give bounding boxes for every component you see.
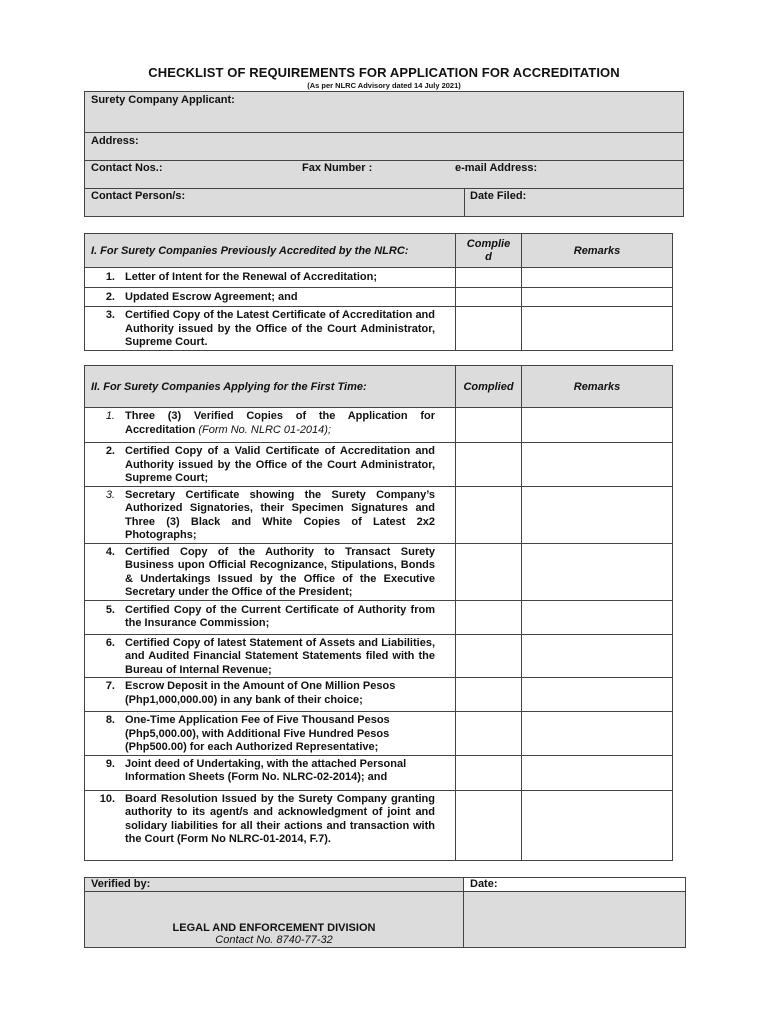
- complied-cell[interactable]: [456, 790, 522, 860]
- page-title: CHECKLIST OF REQUIREMENTS FOR APPLICATION FOR ACCREDITATION: [148, 65, 620, 80]
- division-name: LEGAL AND ENFORCEMENT DIVISION: [172, 922, 376, 934]
- remarks-cell[interactable]: [522, 543, 673, 600]
- table-row: 5. Certified Copy of the Current Certificate of Authority from the Insurance Commission;: [85, 600, 673, 634]
- applicant-info-box: [84, 91, 684, 217]
- remarks-cell[interactable]: [522, 712, 673, 756]
- section1-complied-header: Complie d: [456, 234, 522, 268]
- remarks-cell[interactable]: [522, 790, 673, 860]
- complied-cell[interactable]: [456, 712, 522, 756]
- complied-cell[interactable]: [456, 307, 522, 351]
- remarks-cell[interactable]: [522, 486, 673, 543]
- complied-cell[interactable]: [456, 755, 522, 790]
- complied-cell[interactable]: [456, 543, 522, 600]
- complied-cell[interactable]: [456, 443, 522, 487]
- complied-cell[interactable]: [456, 486, 522, 543]
- complied-cell[interactable]: [456, 600, 522, 634]
- person-label: Contact Person/s:: [91, 190, 186, 202]
- division-contact: Contact No. 8740-77-32: [215, 934, 333, 946]
- complied-cell[interactable]: [456, 678, 522, 712]
- date-label: Date:: [464, 878, 686, 892]
- section2-heading: II. For Surety Companies Applying for the First Time:: [85, 366, 456, 408]
- remarks-cell[interactable]: [522, 755, 673, 790]
- remarks-cell[interactable]: [522, 408, 673, 443]
- section2-table: [84, 365, 673, 861]
- remarks-cell[interactable]: [522, 600, 673, 634]
- contact-label: Contact Nos.:: [91, 162, 163, 174]
- company-label: Surety Company Applicant:: [91, 94, 235, 106]
- table-row: 3. Certified Copy of the Latest Certificate of Accreditation and Authority issued by the Office of the Court Administrator, Supreme Court.: [85, 307, 673, 351]
- verification-table: [84, 877, 686, 948]
- complied-cell[interactable]: [456, 634, 522, 678]
- section1-table: [84, 233, 673, 351]
- section1-heading: I. For Surety Companies Previously Accredited by the NLRC:: [85, 234, 456, 268]
- table-row: 8. One-Time Application Fee of Five Thousand Pesos (Php5,000.00), with Additional Five Hundred Pesos (Php500.00) for each Authorized Representative;: [85, 712, 673, 756]
- table-row: 4. Certified Copy of the Authority to Transact Surety Business upon Official Recognizance, Stipulations, Bonds & Undertakings Issued by the Office of the Executive Secretary under the Office of the President;: [85, 543, 673, 600]
- complied-cell[interactable]: [456, 288, 522, 307]
- table-row: 2. Certified Copy of a Valid Certificate of Accreditation and Authority issued by the Office of the Court Administrator, Supreme Court;: [85, 443, 673, 487]
- remarks-cell[interactable]: [522, 307, 673, 351]
- date-filed-label: Date Filed:: [470, 190, 527, 202]
- table-row: 1. Letter of Intent for the Renewal of Accreditation;: [85, 268, 673, 288]
- complied-cell[interactable]: [456, 408, 522, 443]
- table-row: 10. Board Resolution Issued by the Surety Company granting authority to its agent/s and acknowledgment of joint and solidary liabilities for all their actions and transaction with the Court (Form No NLRC-01-2014, F.7).: [85, 790, 673, 860]
- date-cell[interactable]: [464, 892, 686, 948]
- fax-label: Fax Number :: [302, 162, 373, 174]
- remarks-cell[interactable]: [522, 268, 673, 288]
- table-row: 9. Joint deed of Undertaking, with the attached Personal Information Sheets (Form No. NLRC-02-2014); and: [85, 755, 673, 790]
- table-row: 1. Three (3) Verified Copies of the Application for Accreditation (Form No. NLRC 01-2014);: [85, 408, 673, 443]
- section2-remarks-header: Remarks: [522, 366, 673, 408]
- table-row: 7. Escrow Deposit in the Amount of One Million Pesos (Php1,000,000.00) in any bank of their choice;: [85, 678, 673, 712]
- address-label: Address:: [91, 135, 139, 147]
- table-row: 3. Secretary Certificate showing the Surety Company’s Authorized Signatories, their Specimen Signatures and Three (3) Black and White Copies of Latest 2x2 Photographs;: [85, 486, 673, 543]
- remarks-cell[interactable]: [522, 443, 673, 487]
- page-subtitle: (As per NLRC Advisory dated 14 July 2021): [307, 81, 461, 90]
- section2-complied-header: Complied: [456, 366, 522, 408]
- table-row: 2. Updated Escrow Agreement; and: [85, 288, 673, 307]
- remarks-cell[interactable]: [522, 678, 673, 712]
- section1-remarks-header: Remarks: [522, 234, 673, 268]
- email-label: e-mail Address:: [455, 162, 538, 174]
- remarks-cell[interactable]: [522, 634, 673, 678]
- remarks-cell[interactable]: [522, 288, 673, 307]
- complied-cell[interactable]: [456, 268, 522, 288]
- verified-by-label: Verified by:: [85, 878, 464, 892]
- table-row: 6. Certified Copy of latest Statement of Assets and Liabilities, and Audited Financial Statement Statements filed with the Bureau of Internal Revenue;: [85, 634, 673, 678]
